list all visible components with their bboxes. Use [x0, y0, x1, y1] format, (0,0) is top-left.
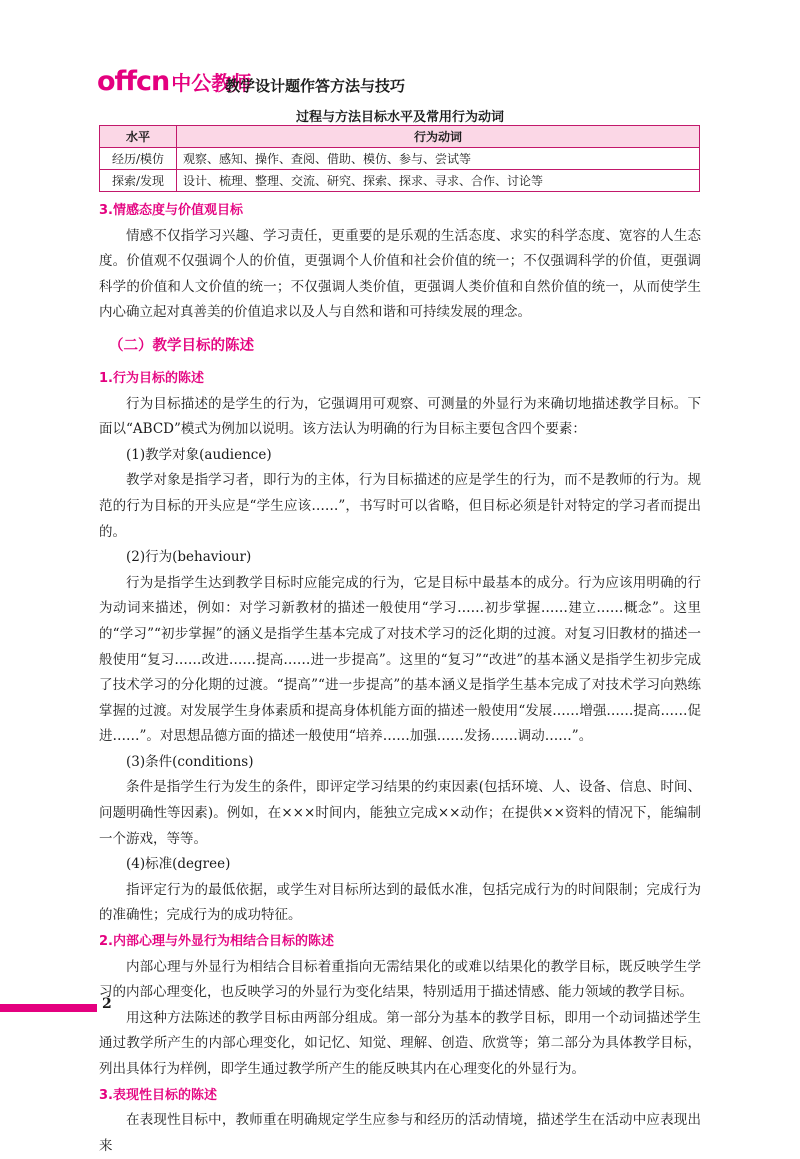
table-title: 过程与方法目标水平及常用行为动词: [295, 110, 504, 125]
footer-accent-bar: [0, 1004, 97, 1012]
row-level: 经历/模仿: [100, 148, 177, 170]
logo-latin-text: offcn: [97, 66, 170, 97]
row-level: 探索/发现: [100, 170, 177, 192]
behavior-verbs-table: [99, 125, 700, 192]
table-header-row: [100, 126, 700, 148]
paragraph: 指评定行为的最低依据，或学生对目标所达到的最低水准，包括完成行为的时间限制；完成行为的准确性；完成行为的成功特征。: [99, 881, 701, 924]
paragraph: 内部心理与外显行为相结合目标着重指向无需结果化的或难以结果化的教学目标，既反映学生学习的内部心理变化，也反映学习的外显行为变化结果，特别适用于描述情感、能力领域的教学目标。: [99, 958, 701, 1001]
logo-chinese-text: 中公教师: [171, 71, 252, 95]
heading-expressive-objective: 3.表现性目标的陈述: [99, 1087, 217, 1103]
item-title-audience: (1)教学对象(audience): [126, 446, 272, 463]
item-title-conditions: (3)条件(conditions): [126, 753, 254, 770]
paragraph: 用这种方法陈述的教学目标由两部分组成。第一部分为基本的教学目标，即用一个动词描述学生通过教学所产生的内部心理变化，如记忆、知觉、理解、创造、欣赏等；第二部分为具体教学目标，列出具体行为样例，即学生通过教学所产生的能反映其内在心理变化的外显行为。: [99, 1009, 701, 1077]
table-row: [100, 148, 700, 170]
heading-emotion-attitude: 3.情感态度与价值观目标: [99, 203, 243, 218]
table-row: [100, 170, 700, 192]
page-header: [97, 66, 717, 100]
heading-objective-statement: （二）教学目标的陈述: [109, 337, 254, 354]
heading-combined-objective: 2.内部心理与外显行为相结合目标的陈述: [99, 934, 334, 950]
page-number: 2: [102, 996, 112, 1012]
paragraph: 在表现性目标中，教师重在明确规定学生应参与和经历的活动情境，描述学生在活动中应表现出来: [99, 1112, 701, 1154]
item-title-degree: (4)标准(degree): [126, 856, 231, 873]
paragraph: 行为是指学生达到教学目标时应能完成的行为，它是目标中最基本的成分。行为应该用明确的行为动词来描述，例如：对学习新教材的描述一般使用“学习……初步掌握……建立……概念”。这里的“学习”“初步掌握”的涵义是指学生基本完成了对技术学习的泛化期的过渡。对复习旧教材的描述一般使用“复习……改进……提高……进一步提高”。这里的“复习”“改进”的基本涵义是指学生初步完成了技术学习的分化期的过渡。“提高”“进一步提高”的基本涵义是指学生基本完成了对技术学习向熟练掌握的过渡。对发展学生身体素质和提高身体机能方面的描述一般使用“发展……增强……提高……促进……”。对思想品德方面的描述一般使用“培养……加强……发扬……调动……”。: [99, 574, 701, 745]
paragraph: 情感不仅指学习兴趣、学习责任，更重要的是乐观的生活态度、求实的科学态度、宽容的人生态度。价值观不仅强调个人的价值，更强调个人价值和社会价值的统一；不仅强调科学的价值，更强调科学的价值和人文价值的统一；不仅强调人类价值，更强调人类价值和自然价值的统一，从而使学生内心确立起对真善美的价值追求以及人与自然和谐和可持续发展的理念。: [99, 227, 701, 321]
row-verbs: 观察、感知、操作、查阅、借助、模仿、参与、尝试等: [177, 148, 700, 170]
row-verbs: 设计、梳理、整理、交流、研究、探索、探求、寻求、合作、讨论等: [177, 170, 700, 192]
header-verbs: 行为动词: [177, 126, 700, 148]
book-title: 教学设计题作答方法与技巧: [225, 77, 406, 95]
item-title-behaviour: (2)行为(behaviour): [126, 549, 252, 566]
paragraph: 行为目标描述的是学生的行为，它强调用可观察、可测量的外显行为来确切地描述教学目标。下面以“ABCD”模式为例加以说明。该方法认为明确的行为目标主要包含四个要素：: [99, 395, 701, 438]
paragraph: 教学对象是指学习者，即行为的主体，行为目标描述的应是学生的行为，而不是教师的行为。规范的行为目标的开头应是“学生应该……”，书写时可以省略，但目标必须是针对特定的学习者而提出的。: [99, 472, 701, 540]
paragraph: 条件是指学生行为发生的条件，即评定学习结果的约束因素(包括环境、人、设备、信息、时间、问题明确性等因素)。例如，在×××时间内，能独立完成××动作；在提供××资料的情况下，能编制一个游戏，等等。: [99, 779, 701, 847]
body-content: [99, 198, 701, 1159]
heading-behavior-objective: 1.行为目标的陈述: [99, 370, 204, 386]
header-level: 水平: [100, 126, 177, 148]
